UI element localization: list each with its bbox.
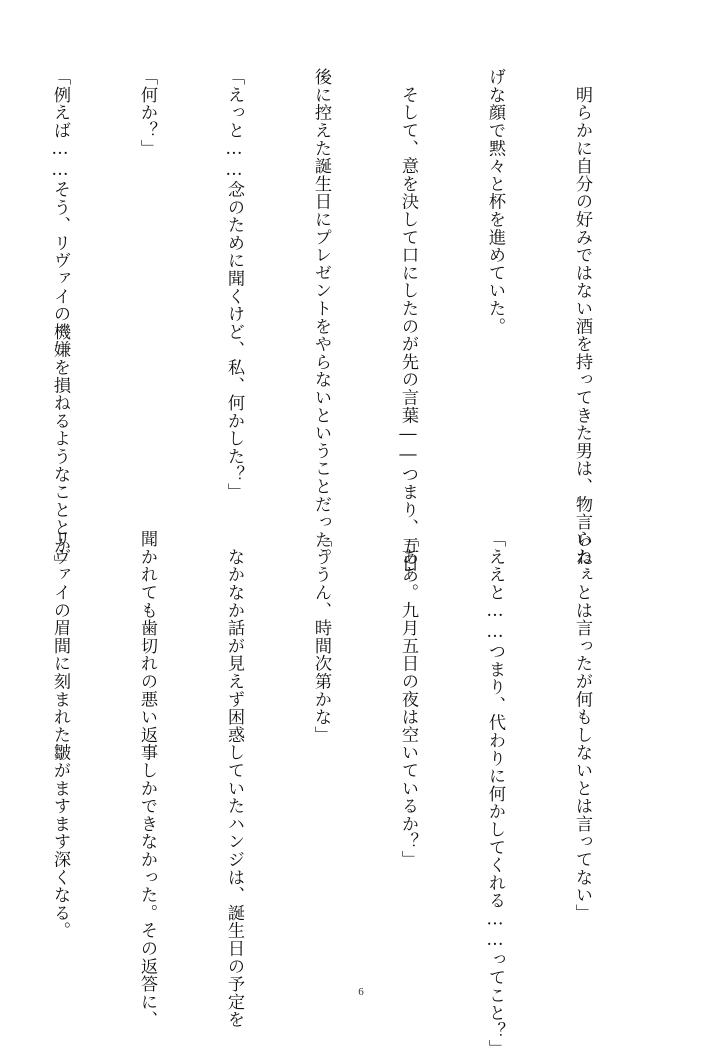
bottom-text-block bbox=[50, 530, 654, 1057]
text-line: そして、意を決して口にしたのが先の言葉――つまり、五日 bbox=[398, 68, 418, 572]
text-line: 後に控えた誕生日にプレゼントをやらないということだった。 bbox=[311, 68, 331, 567]
text-line: 「ああ。九月五日の夜は空いているか？」 bbox=[398, 530, 418, 869]
top-text-block bbox=[50, 68, 654, 572]
text-line: なかなか話が見えず困惑していたハンジは、誕生日の予定を bbox=[224, 530, 244, 1029]
text-line: 「ううん、時間次第かな」 bbox=[311, 530, 331, 744]
text-line: 「ええと……つまり、代わりに何かしてくれる……ってこと？」 bbox=[485, 530, 505, 1057]
text-line: げな顔で黙々と杯を進めていた。 bbox=[485, 68, 505, 335]
text-line: らねぇとは言ったが何もしないとは言ってない」 bbox=[572, 530, 592, 922]
text-line: リヴァイの眉間に刻まれた皺がますます深くなる。 bbox=[50, 530, 70, 940]
text-line: 聞かれても歯切れの悪い返事しかできなかった。その返答に、 bbox=[137, 530, 157, 1029]
text-line: 「例えば……そう、リヴァイの機嫌を損ねるようなこととか」 bbox=[50, 68, 70, 572]
text-line: 明らかに自分の好みではない酒を持ってきた男は、物言いた bbox=[572, 68, 592, 567]
text-line: 「何か？」 bbox=[137, 68, 157, 157]
text-line: 「えっと……念のために聞くけど、私、何かした？」 bbox=[224, 68, 244, 501]
page-number: 6 bbox=[358, 986, 364, 998]
